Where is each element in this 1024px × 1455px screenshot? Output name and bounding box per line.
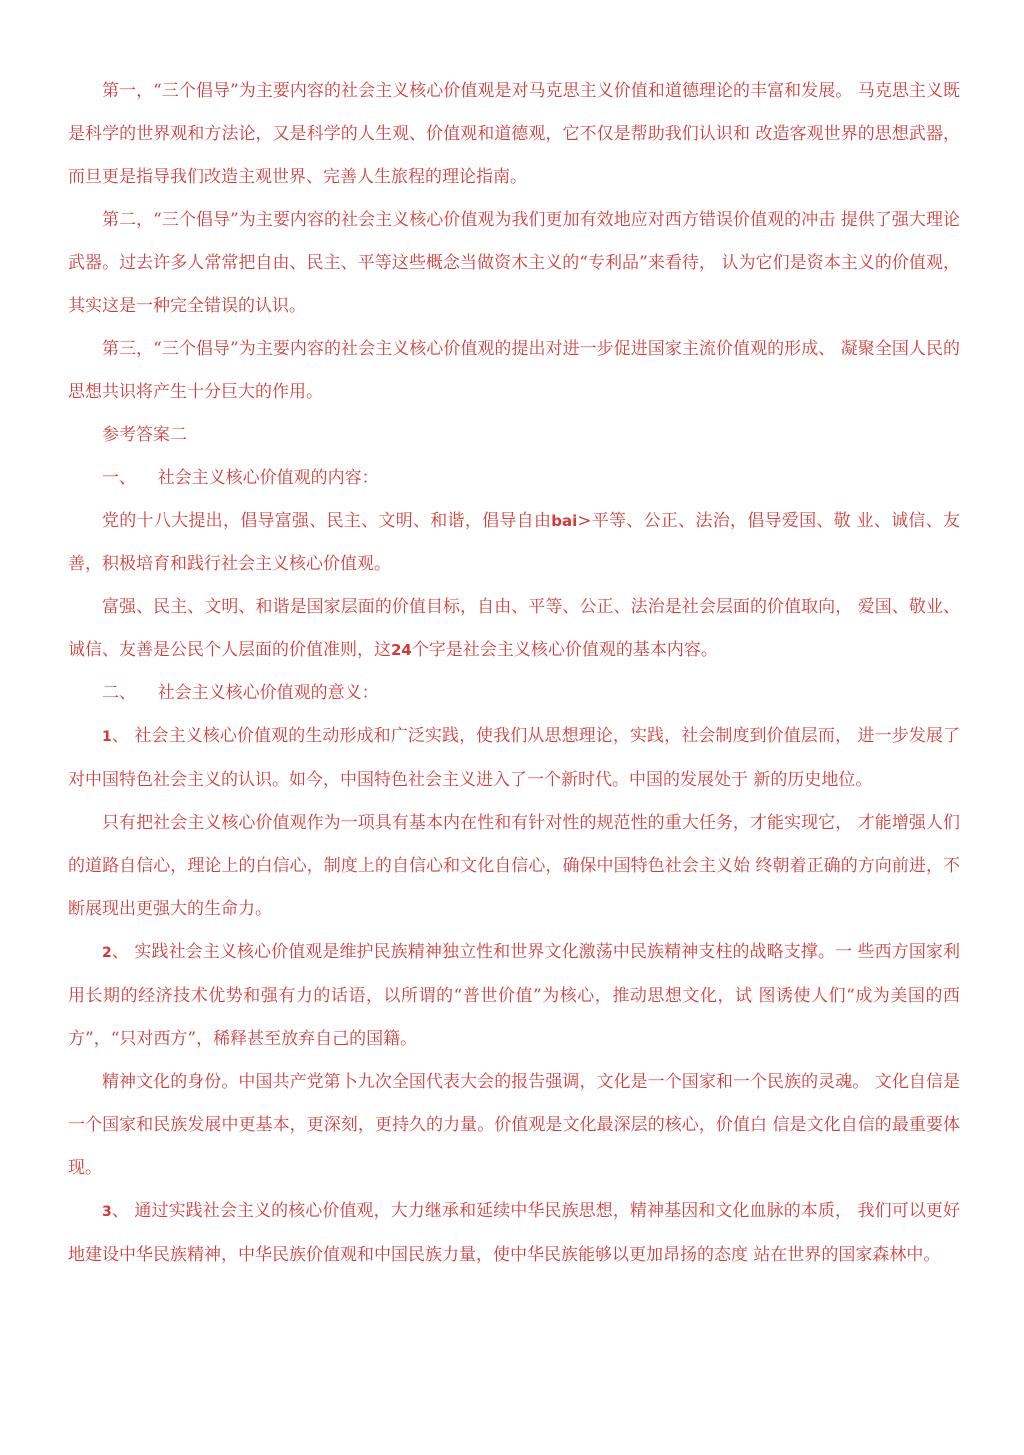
list-item-three-number: 3 (102, 1204, 112, 1220)
answer-two-title: 参考答案二 (102, 425, 187, 445)
paragraph-core-values-content (68, 500, 960, 586)
paragraph-core-values-levels-part2: 个字是社会主义核心价值观的基本内容。 (411, 640, 718, 660)
paragraph-core-values-levels (68, 586, 960, 672)
paragraph-core-values-content-part1: 党的十八大提出，倡导富强、民主、文明、和谐，倡导自由 (102, 511, 552, 531)
paragraph-core-values-content-bold: bai (551, 512, 578, 530)
list-item-three-text: 、 通过实践社会主义的核心价值观，大力继承和延续中华民族思想，精神基因和文化血脉的本质， 我们可以更好地建设中华民族精神，中华民族价值观和中国民族力量，使中华民族能够以更加昂扬的态度 站在世界的国家森林中。 (68, 1201, 960, 1265)
list-item-two-text: 、 实践社会主义核心价值观是维护民族精神独立性和世界文化激荡中民族精神支柱的战略支撑。一 些西方国家利用长期的经济技术优势和强有力的话语，以所谓的“普世价值”为核心，推动思想文化，试 图诱使人们“成为美国的西方”，“只对西方”，稀释甚至放弃自己的国籍。 (68, 942, 960, 1049)
paragraph-core-values-levels-part1: 富强、民主、文明、和谐是国家层面的价值目标，自由、平等、公正、法治是社会层面的价值取向， 爱国、敬业、诚信、友善是公民个人层面的价值准则，这 (68, 597, 960, 660)
list-item-one (68, 715, 960, 802)
paragraph-second-point: 第二，“三个倡导”为主要内容的社会主义核心价值观为我们更加有效地应对西方错误价值观的冲击 提供了强大理论武器。过去许多人常常把自由、民主、平等这些概念当做资木主义的“专利品”来看待， 认为它们是资本主义的价值观，其实这是一种完全错误的认识。 (68, 210, 960, 316)
paragraph-core-values-content-part2: >平等、公正、法治，倡导爱国、敬 业、诚信、友善，积极培育和践行社会主义核心价值观。 (68, 511, 960, 574)
list-item-one-number: 1 (102, 729, 112, 745)
section-two-heading: 二、 社会主义核心价值观的意义： (102, 683, 379, 703)
list-item-one-text: 、 社会主义核心价值观的生动形成和广泛实践，使我们从思想理论，实践，社会制度到价值层而， 进一步发展了对中国特色社会主义的认识。如今，中国特色社会主义进入了一个新时代。中国的发展处于 新的历史地位。 (68, 726, 960, 790)
section-one-heading: 一、 社会主义核心价值观的内容： (102, 468, 379, 488)
list-item-three (68, 1190, 960, 1277)
list-item-two (68, 931, 960, 1061)
paragraph-core-values-levels-number: 24 (391, 641, 412, 659)
list-item-two-number: 2 (102, 945, 112, 961)
paragraph-task-confidence: 只有把社会主义核心价值观作为一项具有基本内在性和有针对性的规范性的重大任务，才能实现它， 才能增强人们的道路自信心，理论上的白信心，制度上的自信心和文化自信心，确保中国特色社会主义始 终朝着正确的方向前进，不断展现出更强大的生命力。 (68, 813, 960, 919)
paragraph-third-point: 第三，“三个倡导”为主要内容的社会主义核心价值观的提出对进一步促进国家主流价值观的形成、 凝聚全国人民的思想共识将产生十分巨大的作用。 (68, 339, 960, 402)
paragraph-cultural-confidence: 精神文化的身份。中国共产党第卜九次全国代表大会的报告强调，文化是一个国家和一个民族的灵魂。 文化自信是一个国家和民族发展中更基本，更深刻，更持久的力量。价值观是文化最深层的核心，价值白 信是文化自信的最重要体现。 (68, 1072, 960, 1178)
paragraph-first-point: 第一，“三个倡导”为主要内容的社会主义核心价值观是对马克思主义价值和道德理论的丰富和发展。 马克思主义既是科学的世界观和方法论，又是科学的人生观、价值观和道德观，它不仅是帮助我们认识和 改造客观世界的思想武器，而旦更是指导我们改造主观世界、完善人生旅程的理论指南。 (68, 81, 960, 187)
